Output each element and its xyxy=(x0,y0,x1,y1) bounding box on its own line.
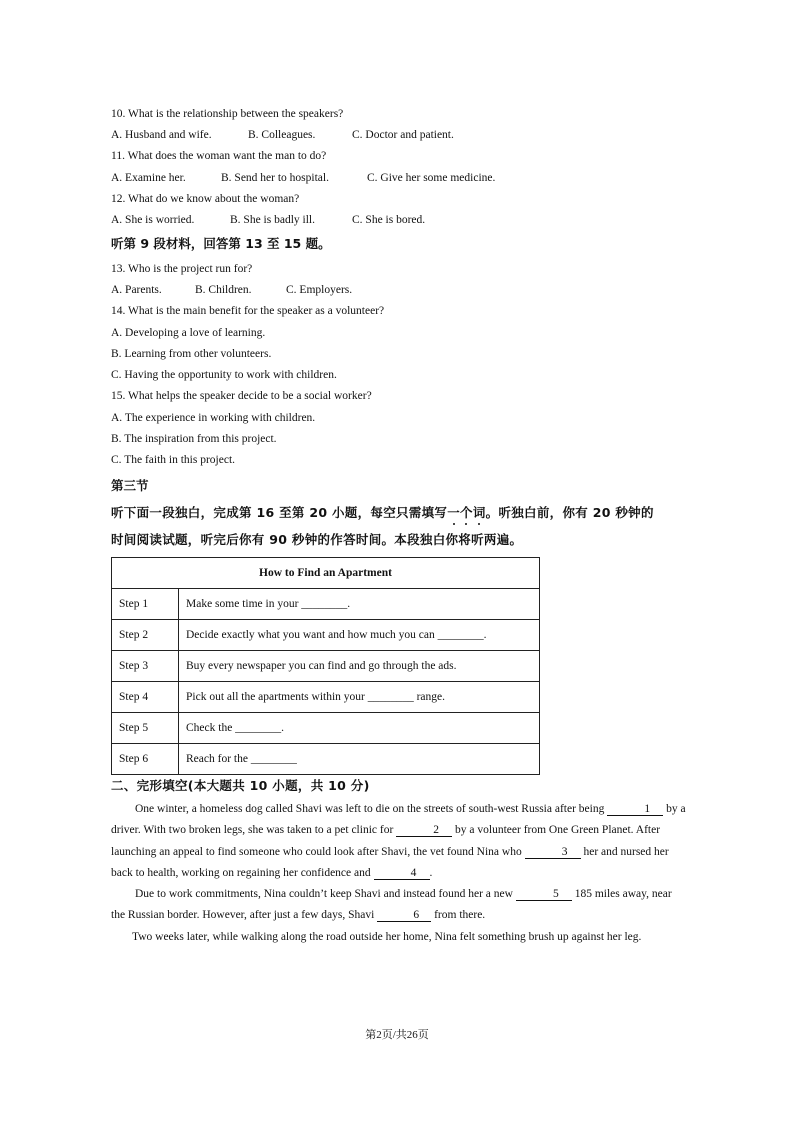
table-title-row xyxy=(112,558,540,589)
question-12-options xyxy=(111,213,425,227)
table-row xyxy=(112,713,540,744)
section-3-title: 第三节 xyxy=(111,478,149,493)
option-c: C. Doctor and patient. xyxy=(352,129,454,141)
table-row xyxy=(112,620,540,651)
emphasis-char: 个 xyxy=(460,505,473,520)
step-text: Make some time in your ________. xyxy=(179,589,540,620)
blank-4: 4 xyxy=(374,867,430,880)
option-c: C. The faith in this project. xyxy=(111,454,236,466)
section-9-heading: 听第 9 段材料，回答第 13 至 15 题。 xyxy=(111,236,331,251)
cloze-paragraph-3: Two weeks later, while walking along the road outside her home, Nina felt something brush up against her leg. xyxy=(132,930,642,943)
question-12: 12. What do we know about the woman? xyxy=(111,193,300,205)
section-3-instructions-line2: 时间阅读试题，听完后你有 90 秒钟的作答时间。本段独白你将听两遍。 xyxy=(111,532,523,547)
step-label: Step 2 xyxy=(112,620,179,651)
question-11-options xyxy=(111,171,495,185)
option-b: B. She is badly ill. xyxy=(230,214,315,226)
step-text: Buy every newspaper you can find and go through the ads. xyxy=(179,651,540,682)
option-b: B. The inspiration from this project. xyxy=(111,433,277,445)
option-c: C. She is bored. xyxy=(352,214,426,226)
apartment-steps-table xyxy=(111,557,540,775)
table-row xyxy=(112,651,540,682)
option-a: A. The experience in working with children. xyxy=(111,412,316,424)
step-label: Step 5 xyxy=(112,713,179,744)
table-row xyxy=(112,744,540,775)
question-15: 15. What helps the speaker decide to be a social worker? xyxy=(111,390,372,402)
blank-3: 3 xyxy=(525,846,581,859)
option-b: B. Learning from other volunteers. xyxy=(111,348,272,360)
table-title: How to Find an Apartment xyxy=(112,558,540,589)
cloze-paragraph-2: Due to work commitments, Nina couldn’t keep Shavi and instead found her a new 5 185 miles away, near the Russian border. However, after just a few days, Shavi 6 from there. xyxy=(111,888,672,922)
step-text: Reach for the ________ xyxy=(179,744,540,775)
cloze-paragraph-1: One winter, a homeless dog called Shavi was left to die on the streets of south-west Russia after being 1 by a driver. With two broken legs, she was taken to a pet clinic for 2 by a volunteer from One Green Planet. After launching an appeal to find someone who could look after Shavi, the vet found Nina who 3 her and nursed her back to health, working on regaining her confidence and 4 . xyxy=(111,803,686,879)
blank-2: 2 xyxy=(396,824,452,837)
option-c: C. Having the opportunity to work with children. xyxy=(111,369,337,381)
option-a: A. Husband and wife. xyxy=(111,129,212,141)
option-b: B. Children. xyxy=(195,284,252,296)
option-a: A. Examine her. xyxy=(111,172,186,184)
step-label: Step 1 xyxy=(112,589,179,620)
option-a: A. She is worried. xyxy=(111,214,195,226)
section-3-instructions-line1: 听下面一段独白，完成第 16 至第 20 小题，每空只需填写一个词。听独白前，你有 20 秒钟的 xyxy=(111,505,654,520)
question-10: 10. What is the relationship between the speakers? xyxy=(111,108,344,120)
option-a: A. Parents. xyxy=(111,284,162,296)
question-13: 13. Who is the project run for? xyxy=(111,263,253,275)
option-b: B. Colleagues. xyxy=(248,129,316,141)
cloze-section-title: 二、完形填空(本大题共 10 小题，共 10 分) xyxy=(111,778,370,793)
emphasis-char: 一 xyxy=(447,505,461,520)
step-text: Check the ________. xyxy=(179,713,540,744)
step-label: Step 4 xyxy=(112,682,179,713)
page-number: 第2页/共26页 xyxy=(365,1029,429,1041)
option-b: B. Send her to hospital. xyxy=(221,172,329,184)
option-a: A. Developing a love of learning. xyxy=(111,327,266,339)
question-10-options xyxy=(111,128,454,142)
question-14: 14. What is the main benefit for the speaker as a volunteer? xyxy=(111,305,385,317)
step-label: Step 3 xyxy=(112,651,179,682)
emphasis-char: 词 xyxy=(472,505,486,520)
blank-5: 5 xyxy=(516,888,572,901)
question-11: 11. What does the woman want the man to do? xyxy=(111,150,327,162)
step-text: Decide exactly what you want and how much you can ________. xyxy=(179,620,540,651)
option-c: C. Give her some medicine. xyxy=(367,172,496,184)
blank-6: 6 xyxy=(377,909,431,922)
option-c: C. Employers. xyxy=(286,284,353,296)
step-text: Pick out all the apartments within your ________ range. xyxy=(179,682,540,713)
cloze-passage xyxy=(111,799,686,948)
question-13-options xyxy=(111,283,352,297)
step-label: Step 6 xyxy=(112,744,179,775)
table-row xyxy=(112,682,540,713)
table-row xyxy=(112,589,540,620)
blank-1: 1 xyxy=(607,803,663,816)
